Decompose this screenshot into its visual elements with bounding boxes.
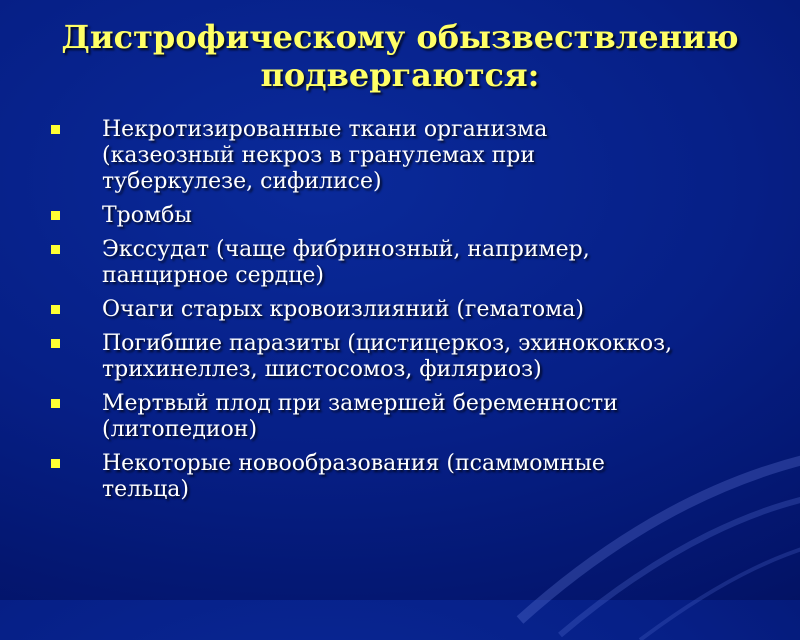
bullet-line: Погибшие паразиты (цистицеркоз, эхинококкоз, — [102, 331, 673, 356]
bullet-text — [102, 203, 793, 229]
bullet-line: (литопедион) — [102, 417, 258, 442]
bullet-text — [102, 117, 793, 195]
bullet-line: тельца) — [102, 477, 189, 502]
slide-title-line: подвергаются: — [260, 56, 540, 94]
bullet-line: Экссудат (чаще фибринозный, например, — [102, 237, 590, 262]
bullet-line: Некоторые новообразования (псаммомные — [102, 451, 605, 476]
square-bullet-icon — [51, 399, 60, 408]
square-bullet-icon — [51, 125, 60, 134]
bullet-text — [102, 297, 793, 323]
bullet-line: панцирное сердце) — [102, 263, 324, 288]
bullet-text — [102, 331, 793, 383]
square-bullet-icon — [51, 245, 60, 254]
bullet-text — [102, 451, 793, 503]
bullet-line: Мертвый плод при замершей беременности — [102, 391, 618, 416]
bullet-line: туберкулезе, сифилисе) — [102, 169, 382, 194]
square-bullet-icon — [51, 305, 60, 314]
bullet-line: Очаги старых кровоизлияний (гематома) — [102, 297, 584, 322]
bullet-line: Тромбы — [102, 203, 192, 228]
bullet-line: (казеозный некроз в гранулемах при — [102, 143, 536, 168]
bullet-item — [48, 331, 793, 383]
bullet-item — [48, 297, 793, 323]
square-bullet-icon — [51, 211, 60, 220]
bullet-item — [48, 391, 793, 443]
bullet-text — [102, 237, 793, 289]
slide-title — [20, 18, 780, 94]
bullet-line: Некротизированные ткани организма — [102, 117, 548, 142]
bullet-item — [48, 237, 793, 289]
square-bullet-icon — [51, 459, 60, 468]
square-bullet-icon — [51, 339, 60, 348]
bullet-list — [48, 117, 793, 511]
bullet-text — [102, 391, 793, 443]
bullet-line: трихинеллез, шистосомоз, филяриоз) — [102, 357, 542, 382]
bullet-item — [48, 451, 793, 503]
slide-title-line: Дистрофическому обызвествлению — [61, 18, 739, 56]
bullet-item — [48, 117, 793, 195]
bullet-item — [48, 203, 793, 229]
